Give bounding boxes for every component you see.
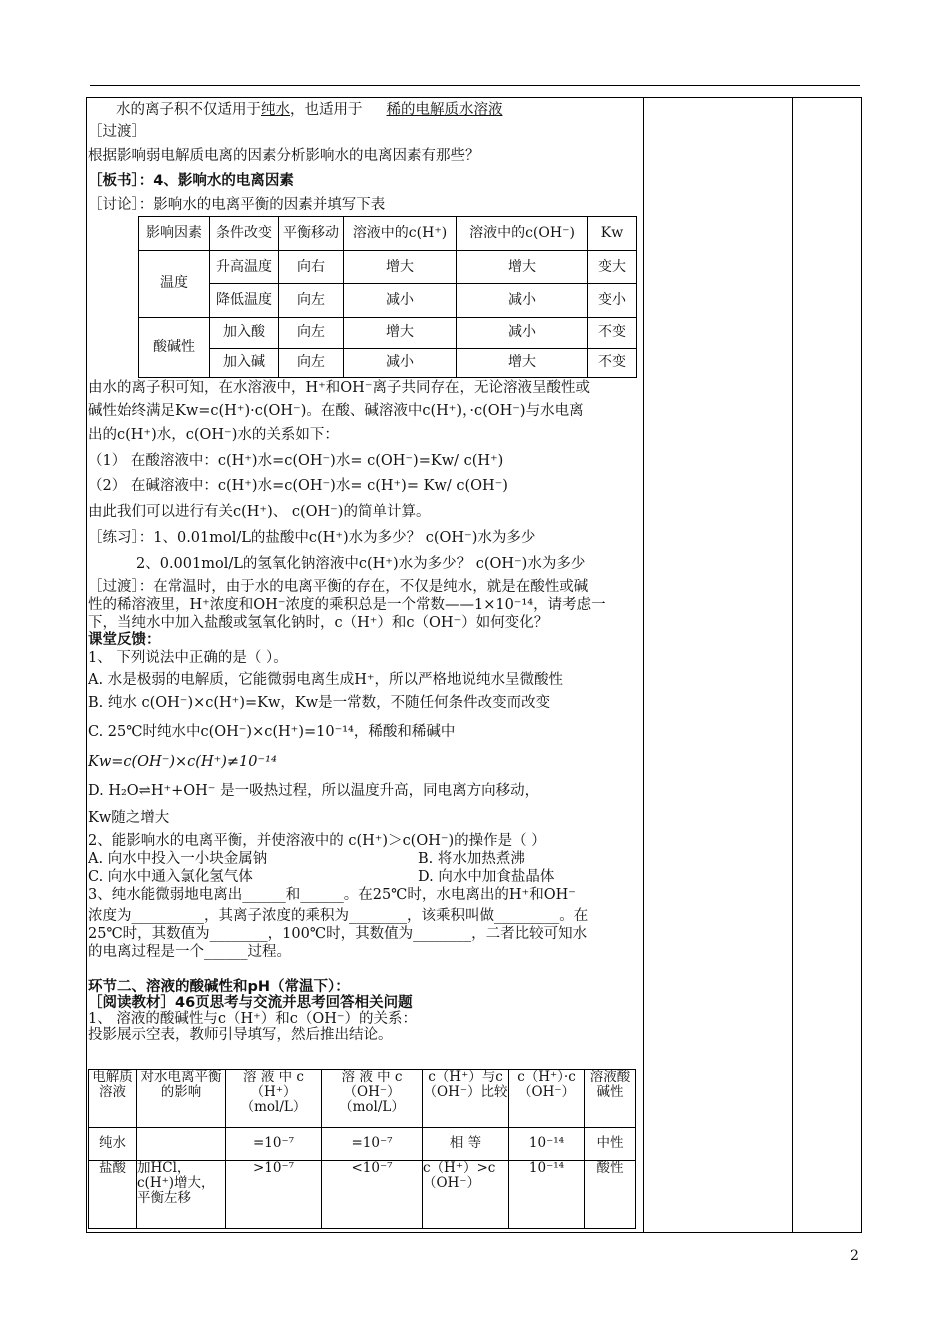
option-line: A. 向水中投入一小块金属钠 [88,851,268,867]
table-cell: 10⁻¹⁴ [509,1128,585,1160]
table-cell: 中性 [585,1128,636,1160]
table-cell: 10⁻¹⁴ [509,1160,585,1228]
table-cell: 加入碱 [210,348,279,377]
table-header: 影响因素 [139,217,210,251]
table-cell: 酸碱性 [139,317,210,377]
table-cell: 不变 [588,348,637,377]
text-line: 性的稀溶液里，H⁺浓度和OH⁻浓度的乘积总是一个常数——1×10⁻¹⁴，请考虑一 [88,597,606,613]
section-heading: ［阅读教材］46页思考与交流并思考回答相关问题 [88,995,413,1011]
option-line: D. H₂O⇌H⁺+OH⁻ 是一吸热过程，所以温度升高，同电离方向移动， [88,783,540,799]
table-row [89,1070,636,1128]
table-row [139,317,637,348]
factors-table [138,216,637,378]
table-cell: 酸性 [585,1160,636,1228]
table-cell: 向右 [279,251,344,284]
table-cell: 增大 [457,348,588,377]
answer-dilute-solution: 稀的电解质水溶液 [386,102,503,118]
table-header: 溶液酸碱性 [585,1070,636,1128]
option-line: C. 向水中通入氯化氢气体 [88,869,253,885]
table-cell: 不变 [588,317,637,348]
text-line: 碱性始终满足Kw=c(H⁺)·c(OH⁻)。在酸、碱溶液中c(H⁺)，·c(OH⁻)与水电离 [88,403,584,419]
table-header: Kw [588,217,637,251]
acidity-table [88,1069,636,1229]
text-line: （1） 在酸溶液中：c(H⁺)水=c(OH⁻)水= c(OH⁻)=Kw/ c(H⁺) [88,453,504,469]
table-cell: =10⁻⁷ [322,1128,423,1160]
table-header: 溶液中的c(H⁺) [344,217,457,251]
question-line: 2、能影响水的电离平衡，并使溶液中的 c(H⁺)＞c(OH⁻)的操作是（ ） [88,833,546,849]
table-header: c（H⁺）·c（OH⁻） [509,1070,585,1128]
text-line: （2） 在碱溶液中：c(H⁺)水=c(OH⁻)水= c(H⁺)= Kw/ c(OH⁻) [88,478,508,494]
table-row [89,1160,636,1228]
table-header: 平衡移动 [279,217,344,251]
question-line: 1、 下列说法中正确的是（ ）。 [88,650,288,666]
table-cell: 相 等 [423,1128,509,1160]
option-line: C. 25℃时纯水中c(OH⁻)×c(H⁺)=10⁻¹⁴，稀酸和稀碱中 [88,724,456,740]
table-cell: 增大 [344,251,457,284]
table-cell: >10⁻⁷ [226,1160,322,1228]
table-header: 对水电离平衡的影响 [137,1070,226,1128]
text-line: ［过渡］：在常温时，由于水的电离平衡的存在，不仅是纯水，就是在酸性或碱 [88,579,589,595]
question-line: 25℃时，其数值为________，100℃时，其数值为________，二者比较可知水 [88,926,588,942]
text-line: 由水的离子积可知，在水溶液中，H⁺和OH⁻离子共同存在，无论溶液呈酸性或 [88,380,590,396]
table-row [139,348,637,377]
table-header: 溶 液 中 c（OH⁻）（mol/L） [322,1070,423,1128]
text-line: 投影展示空表，教师引导填写，然后推出结论。 [88,1027,393,1043]
table-cell [137,1128,226,1160]
text-span: ，也适用于 [290,102,363,118]
table-cell: =10⁻⁷ [226,1128,322,1160]
table-header: 溶 液 中 c（H⁺）（mol/L） [226,1070,322,1128]
column-divider-2 [792,97,793,1233]
section-heading: ［板书］：4、影响水的电离因素 [88,173,294,189]
table-cell: 增大 [457,251,588,284]
table-cell: 加HCl，c(H⁺)增大，平衡左移 [137,1160,226,1228]
table-cell: 盐酸 [89,1160,137,1228]
column-divider-1 [643,97,644,1233]
table-cell: 变大 [588,251,637,284]
table-cell: <10⁻⁷ [322,1160,423,1228]
table-header: 溶液中的c(OH⁻) [457,217,588,251]
table-header: 条件改变 [210,217,279,251]
text-span: 水的离子积不仅适用于 [116,102,261,118]
text-line: 下，当纯水中加入盐酸或氢氧化钠时，c（H⁺）和c（OH⁻）如何变化？ [88,615,549,631]
table-cell: 加入酸 [210,317,279,348]
table-cell: 向左 [279,317,344,348]
text-line: ［过渡］ [88,124,146,140]
question-line: 的电离过程是一个______过程。 [88,944,291,960]
table-row [139,284,637,317]
exercise-line: ［练习］：1、0.01mol/L的盐酸中c(H⁺)水为多少？ c(OH⁻)水为多少 [88,530,536,546]
text-line [116,100,503,120]
table-cell: 减小 [457,317,588,348]
option-line: B. 纯水 c(OH⁻)×c(H⁺)=Kw，Kw是一常数，不随任何条件改变而改变 [88,695,551,711]
table-cell: 温度 [139,251,210,317]
option-line: B. 将水加热煮沸 [418,851,525,867]
table-cell: c（H⁺）>c（OH⁻） [423,1160,509,1228]
table-cell: 减小 [344,348,457,377]
formula-line: Kw=c(OH⁻)×c(H⁺)≠10⁻¹⁴ [88,754,277,770]
header-rule [90,85,860,86]
section-heading: 环节二、溶液的酸碱性和pH（常温下）： [88,979,350,995]
text-line: 根据影响弱电解质电离的因素分析影响水的电离因素有那些？ [88,148,480,164]
table-cell: 增大 [344,317,457,348]
option-line: D. 向水中加食盐晶体 [418,869,555,885]
table-cell: 升高温度 [210,251,279,284]
table-row [139,251,637,284]
table-cell: 向左 [279,348,344,377]
table-header: c（H⁺）与c（OH⁻）比较 [423,1070,509,1128]
table-cell: 纯水 [89,1128,137,1160]
text-line: 出的c(H⁺)水，c(OH⁻)水的关系如下： [88,427,339,443]
table-header: 电解质溶液 [89,1070,137,1128]
option-line: Kw随之增大 [88,810,170,826]
text-line: ［讨论］：影响水的电离平衡的因素并填写下表 [88,197,386,213]
page-number: 2 [850,1248,859,1264]
table-cell: 降低温度 [210,284,279,317]
section-heading: 课堂反馈： [88,632,161,648]
question-line: 浓度为__________，其离子浓度的乘积为________，该乘积叫做_________。在 [88,908,589,924]
table-cell: 减小 [457,284,588,317]
table-cell: 减小 [344,284,457,317]
table-cell: 向左 [279,284,344,317]
question-line: 3、纯水能微弱地电离出______和______。在25℃时，水电离出的H⁺和OH⁻ [88,887,576,903]
table-cell: 变小 [588,284,637,317]
exercise-line: 2、0.001mol/L的氢氧化钠溶液中c(H⁺)水为多少？ c(OH⁻)水为多少 [136,556,586,572]
text-line: 1、 溶液的酸碱性与c（H⁺）和c（OH⁻）的关系： [88,1011,418,1027]
text-line: 由此我们可以进行有关c(H⁺)、 c(OH⁻)的简单计算。 [88,504,431,520]
option-line: A. 水是极弱的电解质，它能微弱电离生成H⁺，所以严格地说纯水呈微酸性 [88,672,563,688]
table-row [89,1128,636,1160]
answer-pure-water: 纯水 [261,102,290,118]
